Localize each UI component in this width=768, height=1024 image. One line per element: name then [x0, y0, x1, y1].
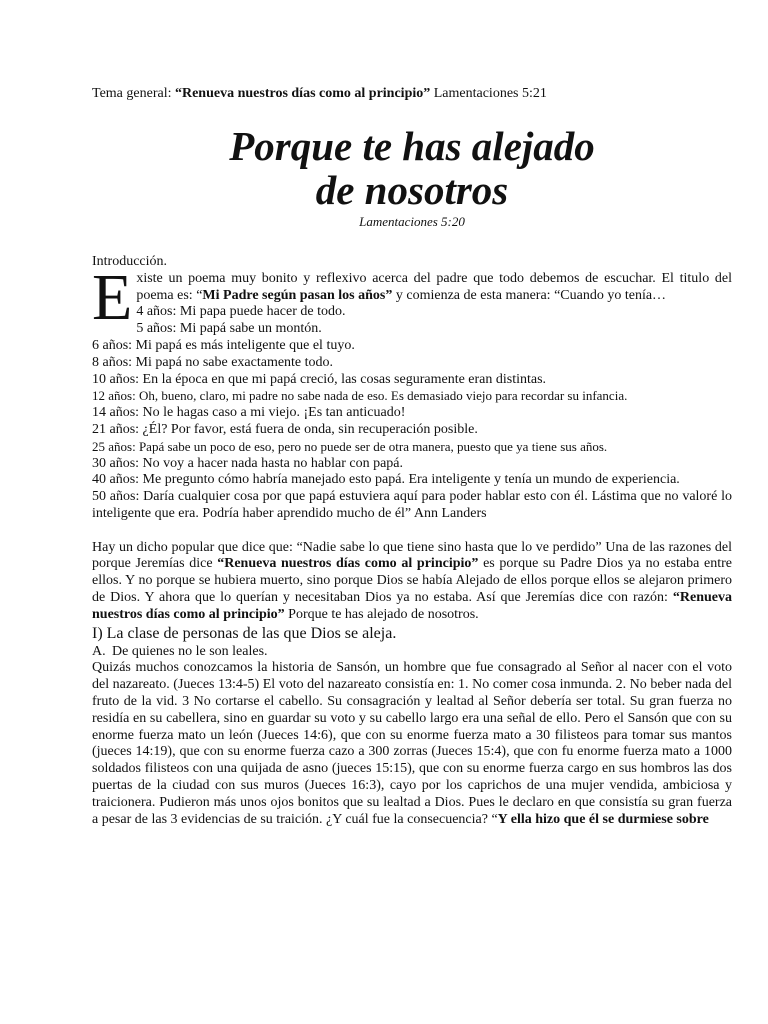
age-line: 4 años: Mi papa puede hacer de todo.: [136, 304, 346, 320]
sanson-paragraph: [92, 660, 732, 828]
age-line: 12 años: Oh, bueno, claro, mi padre no sabe nada de eso. Es demasiado viejo para recordar su infancia.: [92, 388, 628, 404]
age-line: 10 años: En la época en que mi papá creció, las cosas seguramente eran distintas.: [92, 371, 547, 387]
age-line: 30 años: No voy a hacer nada hasta no hablar con papá.: [92, 455, 403, 471]
tema-general: [92, 86, 547, 102]
drop-cap: E: [92, 260, 133, 334]
age-line-40: 40 años: Me pregunto cómo habría manejado esto papá. Era inteligente y tenía un mundo de experiencia.: [92, 472, 680, 488]
dicho-text-b: es porque su Padre Dios ya no estaba entre ellos. Y no porque se hubiera muerto, sino porque Dios se había Alejado de ellos porque ellos se alejaron primero de Dios. Y ahora que lo querían y necesitaban Dios ya no estaba. Así que Jeremías dice con razón:: [92, 556, 732, 605]
dicho-paragraph: [92, 540, 732, 624]
age-line: 14 años: No le hagas caso a mi viejo. ¡Es tan anticuado!: [92, 405, 406, 421]
dicho-quote-2: “Renueva nuestros días como al principio”: [92, 589, 732, 622]
title-block: [92, 124, 732, 230]
dicho-text-c: Porque te has alejado de nosotros.: [284, 606, 479, 622]
sanson-text: Quizás muchos conozcamos la historia de Sansón, un hombre que fue consagrado al Señor al nacer con el voto del nazareato. (Jueces 13:4-5) El voto del nazareato consistía en: 1. No comer cosa inmunda. 2. No beber nada del fruto de la vid. 3 No cortarse el cabello. Su consagración y lealtad al Señor debería ser total. Su gran fuerza no residía en su cabellera, sino en guardar su voto y su cabello largo era una señal de ello. Pero el Sansón que con su enorme fuerza mato un león (Jueces 14:6), que con su enorme fuerza mato a 30 filisteos para tomar sus mantos (jueces 14:19), que con su enorme fuerza cazo a 300 zorras (Jueces 15:4), que con fu enorme fuerza mato a 1000 soldados filisteos con una quijada de asno (jueces 15:15), que con su enorme fuerza cargo en sus hombros las dos puertas de la ciudad con sus muros (Jueces 16:3), cayo por los caprichos de una mujer vendida, ambiciosa y traicionera. Pudieron más unos ojos bonitos que su lealtad a Dios. Pues le declaro en que consistía su gran fuerza a pesar de las 3 evidencias de su traición. ¿Y cuál fue la consecuencia? “: [92, 660, 732, 827]
subsection-label: A.: [92, 643, 106, 659]
intro-heading: Introducción.: [92, 254, 168, 269]
section-heading: I) La clase de personas de las que Dios se aleja.: [92, 624, 397, 642]
title-line-1: Porque te has alejado: [229, 123, 595, 169]
spacer: [92, 523, 732, 540]
subsection-a: [92, 644, 732, 661]
document-body: [92, 254, 732, 828]
tema-label: Tema general:: [92, 86, 175, 101]
subsection-text: De quienes no le son leales.: [112, 643, 268, 659]
age-line: 8 años: Mi papá no sabe exactamente todo.: [92, 354, 334, 370]
sanson-bold: Y ella hizo que él se durmiese sobre: [497, 811, 709, 827]
age-line-50: 50 años: Daría cualquier cosa por que papá estuviera aquí para poder hablar esto con él. Lástima que no valoré lo inteligente que era. Podría haber aprendido mucho de él” Ann Landers: [92, 489, 732, 521]
dicho-quote-1: “Renueva nuestros días como al principio”: [217, 556, 479, 572]
intro-text-b: y comienza de esta manera: “Cuando yo tenía…: [392, 287, 667, 303]
age-line: 5 años: Mi papá sabe un montón.: [136, 321, 322, 337]
age-line: 6 años: Mi papá es más inteligente que el tuyo.: [92, 337, 355, 353]
intro-poem-title: Mi Padre según pasan los años”: [202, 287, 393, 303]
title-line-2: de nosotros: [315, 167, 509, 213]
tema-bold: “Renueva nuestros días como al principio”: [174, 86, 431, 101]
dicho-text-a: Hay un dicho popular que dice que: “Nadie sabe lo que tiene sino hasta que lo ve perdido” Una de las razones del porque Jeremías dice: [92, 539, 732, 572]
intro-text-a: xiste un poema muy bonito y reflexivo acerca del padre que todo debemos de escuchar. El titulo del poema es: “: [136, 270, 732, 303]
age-line: 21 años: ¿Él? Por favor, está fuera de onda, sin recuperación posible.: [92, 421, 478, 437]
age-line: 25 años: Papá sabe un poco de eso, pero no puede ser de otra manera, puesto que ya tiene sus años.: [92, 438, 608, 454]
title-reference: Lamentaciones 5:20: [359, 214, 465, 229]
tema-ref: Lamentaciones 5:21: [430, 86, 547, 101]
